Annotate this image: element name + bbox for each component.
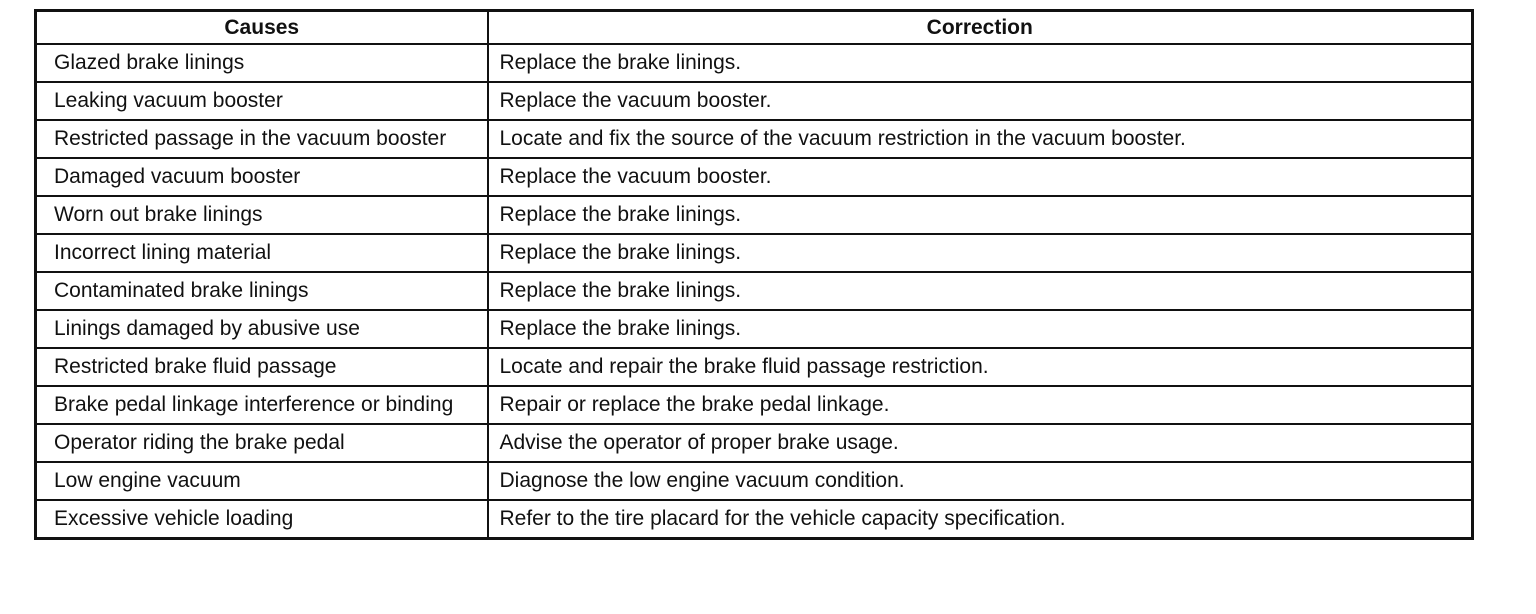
cause-cell: Restricted passage in the vacuum booster xyxy=(36,120,488,158)
diagnostic-table-container xyxy=(34,9,1471,540)
correction-cell: Diagnose the low engine vacuum condition. xyxy=(488,462,1473,500)
correction-cell: Advise the operator of proper brake usage. xyxy=(488,424,1473,462)
causes-correction-table xyxy=(34,9,1474,540)
correction-cell: Replace the vacuum booster. xyxy=(488,82,1473,120)
correction-cell: Locate and repair the brake fluid passage restriction. xyxy=(488,348,1473,386)
column-header-causes: Causes xyxy=(36,11,488,45)
correction-cell: Replace the brake linings. xyxy=(488,272,1473,310)
cause-cell: Worn out brake linings xyxy=(36,196,488,234)
correction-cell: Refer to the tire placard for the vehicle capacity specification. xyxy=(488,500,1473,539)
table-row xyxy=(36,234,1473,272)
correction-cell: Repair or replace the brake pedal linkage. xyxy=(488,386,1473,424)
cause-cell: Low engine vacuum xyxy=(36,462,488,500)
column-header-correction: Correction xyxy=(488,11,1473,45)
correction-cell: Replace the brake linings. xyxy=(488,310,1473,348)
cause-cell: Leaking vacuum booster xyxy=(36,82,488,120)
cause-cell: Incorrect lining material xyxy=(36,234,488,272)
table-row xyxy=(36,424,1473,462)
correction-cell: Replace the brake linings. xyxy=(488,196,1473,234)
table-header-row xyxy=(36,11,1473,45)
table-row xyxy=(36,462,1473,500)
table-row xyxy=(36,158,1473,196)
table-row xyxy=(36,82,1473,120)
table-row xyxy=(36,120,1473,158)
table-row xyxy=(36,272,1473,310)
cause-cell: Linings damaged by abusive use xyxy=(36,310,488,348)
cause-cell: Brake pedal linkage interference or binding xyxy=(36,386,488,424)
cause-cell: Damaged vacuum booster xyxy=(36,158,488,196)
cause-cell: Contaminated brake linings xyxy=(36,272,488,310)
cause-cell: Operator riding the brake pedal xyxy=(36,424,488,462)
table-row xyxy=(36,500,1473,539)
table-row xyxy=(36,196,1473,234)
cause-cell: Restricted brake fluid passage xyxy=(36,348,488,386)
table-row xyxy=(36,310,1473,348)
correction-cell: Replace the vacuum booster. xyxy=(488,158,1473,196)
correction-cell: Replace the brake linings. xyxy=(488,234,1473,272)
cause-cell: Glazed brake linings xyxy=(36,44,488,82)
correction-cell: Replace the brake linings. xyxy=(488,44,1473,82)
table-row xyxy=(36,44,1473,82)
table-row xyxy=(36,386,1473,424)
correction-cell: Locate and fix the source of the vacuum restriction in the vacuum booster. xyxy=(488,120,1473,158)
cause-cell: Excessive vehicle loading xyxy=(36,500,488,539)
table-row xyxy=(36,348,1473,386)
